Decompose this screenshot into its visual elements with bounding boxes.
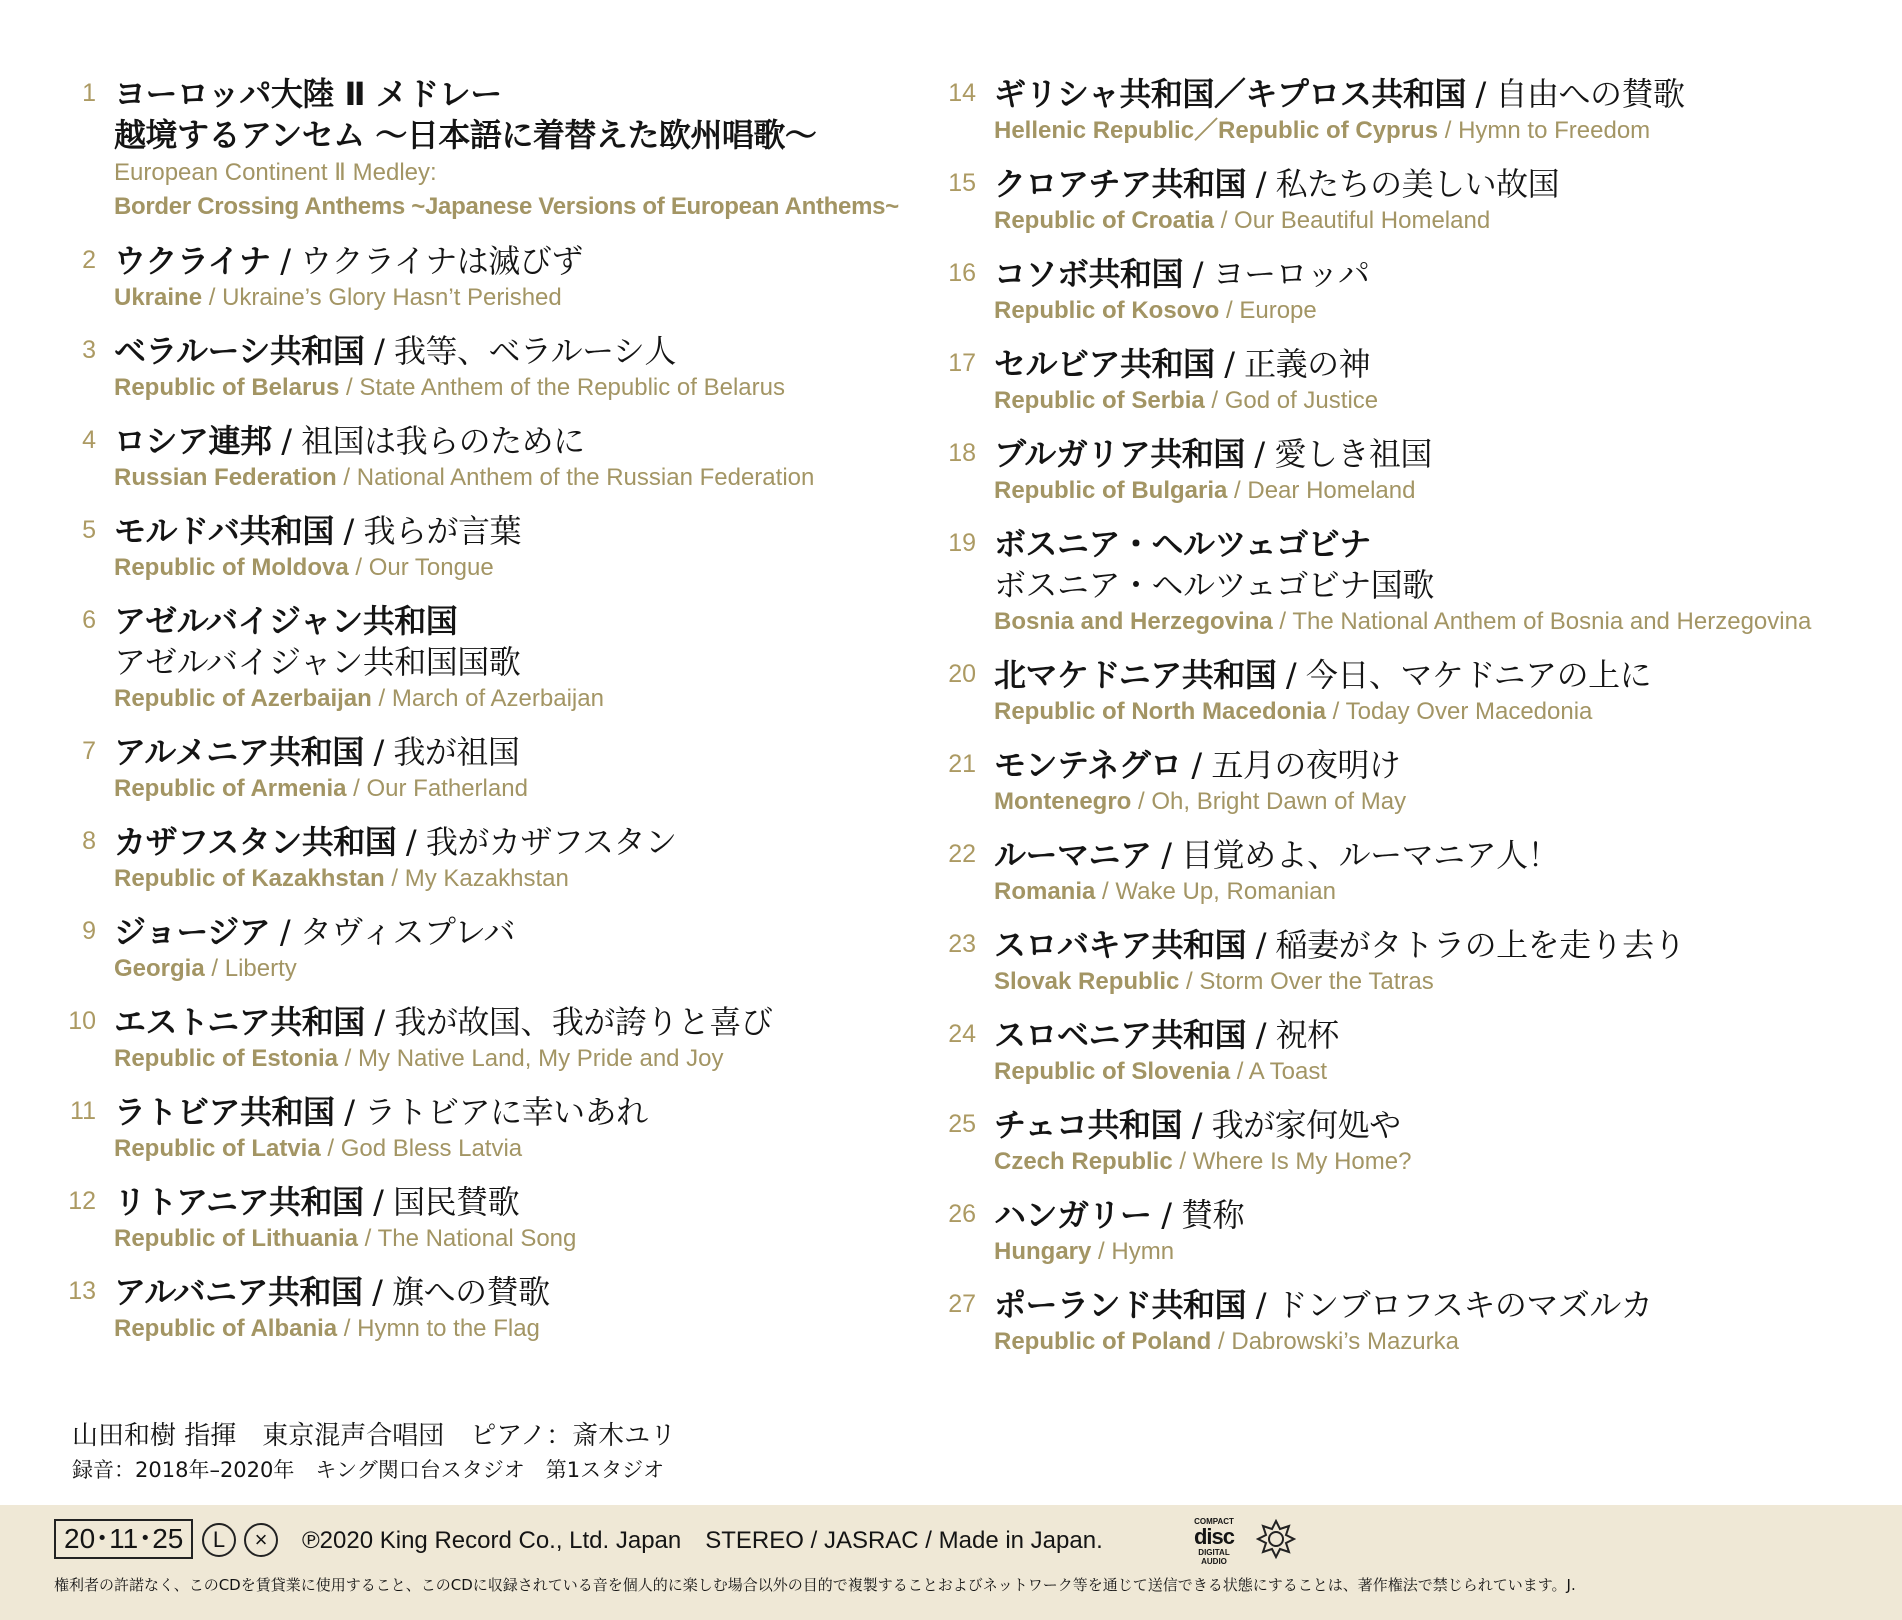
anthem-title-jp: ヨーロッパ xyxy=(1212,255,1370,293)
track-title-en-line xyxy=(114,1223,922,1255)
track-title-en-line xyxy=(994,876,1892,908)
country-name-en: Republic of Belarus xyxy=(114,374,340,401)
anthem-title-en: Europe xyxy=(1239,297,1317,324)
country-name-en: Ukraine xyxy=(114,284,203,311)
anthem-title-jp: 我等、ベラルーシ人 xyxy=(394,332,676,370)
track-title-jp: 越境するアンセム ～日本語に着替えた欧州唱歌～ xyxy=(114,116,817,154)
country-name-jp: モンテネグロ xyxy=(994,746,1182,784)
country-name-en: Republic of Lithuania xyxy=(114,1225,358,1252)
track-title-en-line xyxy=(994,1236,1892,1268)
country-name-en: Russian Federation xyxy=(114,464,337,491)
country-name-jp: アルバニア共和国 xyxy=(114,1273,363,1311)
track-title-jp-line xyxy=(114,1272,922,1313)
track-item xyxy=(942,655,1892,728)
track-title-jp-line xyxy=(114,1182,922,1223)
country-name-jp: リトアニア共和国 xyxy=(114,1183,364,1221)
title-separator: / xyxy=(1465,75,1496,113)
title-separator: / xyxy=(1246,926,1276,964)
track-item xyxy=(62,511,922,584)
track-title-jp-line xyxy=(114,822,922,863)
king-records-logo-icon xyxy=(1256,1519,1296,1559)
track-number: 9 xyxy=(82,917,96,945)
track-number: 1 xyxy=(82,79,96,107)
anthem-title-en: My Native Land, My Pride and Joy xyxy=(358,1045,724,1072)
title-separator: / xyxy=(271,422,302,460)
country-name-en: Republic of Latvia xyxy=(114,1135,321,1162)
title-separator: / xyxy=(1179,968,1200,995)
title-separator: / xyxy=(270,913,300,951)
title-separator: / xyxy=(1246,1016,1276,1054)
track-title-jp-line xyxy=(994,745,1892,786)
country-name-jp: ブルガリア共和国 xyxy=(994,435,1245,473)
track-item xyxy=(62,1092,922,1165)
cd-logo-main-text: disc xyxy=(1193,1524,1235,1549)
track-number: 24 xyxy=(948,1020,976,1048)
country-name-jp: スロバキア共和国 xyxy=(994,926,1247,964)
title-separator: / xyxy=(339,374,360,401)
track-title-jp-line xyxy=(994,74,1892,115)
track-item xyxy=(942,1105,1892,1178)
country-name-jp: ジョージア xyxy=(114,913,271,951)
title-separator: / xyxy=(363,733,394,771)
track-title-jp-line xyxy=(994,835,1892,876)
anthem-title-jp: ウクライナは滅びず xyxy=(300,242,583,280)
track-title-jp: ヨーロッパ大陸 Ⅱ メドレー xyxy=(114,75,502,113)
track-title-jp-line xyxy=(994,1195,1892,1236)
track-item xyxy=(942,745,1892,818)
anthem-title-en: Liberty xyxy=(224,955,297,982)
track-item xyxy=(942,74,1892,147)
country-name-jp: カザフスタン共和国 xyxy=(114,823,397,861)
track-title-en-line xyxy=(114,372,922,404)
anthem-title-jp: 目覚めよ、ルーマニア人！ xyxy=(1181,836,1560,874)
title-separator: / xyxy=(270,242,301,280)
track-title-en-line xyxy=(114,953,922,985)
track-item xyxy=(942,524,1892,638)
track-title-jp-line xyxy=(994,434,1892,475)
anthem-title-en: Where Is My Home? xyxy=(1192,1148,1412,1175)
track-number: 14 xyxy=(948,79,976,107)
track-number: 27 xyxy=(948,1290,976,1318)
title-separator: / xyxy=(362,1273,393,1311)
title-separator: / xyxy=(363,1183,394,1221)
country-name-jp: アルメニア共和国 xyxy=(114,733,364,771)
track-item xyxy=(942,925,1892,998)
country-name-en: Republic of Kosovo xyxy=(994,297,1220,324)
track-title-en-line xyxy=(994,385,1892,417)
anthem-title-jp: 愛しき祖国 xyxy=(1274,435,1432,473)
track-item xyxy=(942,344,1892,417)
track-title-jp-line xyxy=(114,601,922,642)
track-title-jp-line xyxy=(994,925,1892,966)
country-name-en: Republic of Albania xyxy=(114,1315,338,1342)
track-item xyxy=(942,1015,1892,1088)
track-title-jp-line xyxy=(114,421,922,462)
track-item xyxy=(942,254,1892,327)
cd-logo-top-text: COMPACT xyxy=(1194,1517,1234,1526)
anthem-title-en: National Anthem of the Russian Federation xyxy=(356,464,815,491)
title-separator: / xyxy=(371,685,392,712)
country-name-en: Republic of Bulgaria xyxy=(994,477,1228,504)
country-name-jp: ギリシャ共和国／キプロス共和国 xyxy=(994,75,1466,113)
country-name-en: Republic of Armenia xyxy=(114,775,347,802)
track-title-jp-line xyxy=(994,1105,1892,1146)
track-title-en-line xyxy=(114,683,922,715)
track-item xyxy=(62,241,922,314)
anthem-title-jp: 旗への賛歌 xyxy=(392,1273,550,1311)
track-item xyxy=(942,835,1892,908)
track-number: 11 xyxy=(70,1097,96,1125)
track-title-en-line xyxy=(114,552,922,584)
track-item xyxy=(62,74,922,224)
track-item xyxy=(62,1272,922,1345)
track-title-en-line xyxy=(994,295,1892,327)
cd-logo-bottom-text: DIGITAL AUDIO xyxy=(1198,1548,1230,1566)
rental-prohibited-x-mark: × xyxy=(244,1523,278,1557)
track-item xyxy=(62,732,922,805)
title-separator: / xyxy=(396,823,426,861)
country-name-jp: ベラルーシ共和国 xyxy=(114,332,365,370)
track-title-jp-line xyxy=(114,331,922,372)
track-number: 23 xyxy=(948,930,976,958)
anthem-title-en: Our Fatherland xyxy=(366,775,528,802)
footer-band xyxy=(0,1505,1902,1620)
track-item xyxy=(62,421,922,494)
track-item xyxy=(942,1195,1892,1268)
anthem-title-en: Ukraine’s Glory Hasn’t Perished xyxy=(222,284,562,311)
legal-notice: 権利者の許諾なく、このCDを賃貸業に使用すること、このCDに収録されている音を個人的に楽しむ場合以外の目的で複製することおよびネットワーク等を通じて送信できる状態にすることは、著作権法で禁じられています。J. xyxy=(54,1576,1576,1594)
title-separator: / xyxy=(338,1045,359,1072)
copyright-line: ℗2020 King Record Co., Ltd. Japan STEREO / JASRAC / Made in Japan. xyxy=(302,1527,1103,1554)
track-number: 10 xyxy=(68,1007,96,1035)
track-number: 12 xyxy=(68,1187,96,1215)
title-separator: / xyxy=(1211,1328,1232,1355)
anthem-title-en: Hymn to Freedom xyxy=(1458,117,1651,144)
anthem-title-en: Storm Over the Tatras xyxy=(1199,968,1434,995)
anthem-title-en: Dabrowski’s Mazurka xyxy=(1231,1328,1459,1355)
track-title-jp-line xyxy=(994,254,1892,295)
anthem-title-jp: 我が祖国 xyxy=(393,733,520,771)
country-name-jp: ウクライナ xyxy=(114,242,271,280)
title-separator: / xyxy=(1214,207,1235,234)
track-number: 16 xyxy=(948,259,976,287)
country-name-en: Romania xyxy=(994,878,1096,905)
title-separator: / xyxy=(1246,165,1276,203)
anthem-title-jp: ボスニア・ヘルツェゴビナ国歌 xyxy=(994,566,1434,604)
anthem-title-en: God of Justice xyxy=(1224,387,1379,414)
rental-prohibited-mark: L xyxy=(202,1523,236,1557)
track-title-en-line xyxy=(994,606,1892,638)
track-title-jp-line xyxy=(994,524,1892,565)
title-separator: / xyxy=(346,775,367,802)
title-separator: / xyxy=(1219,297,1240,324)
track-number: 21 xyxy=(948,750,976,778)
country-name-jp: 北マケドニア共和国 xyxy=(994,656,1277,694)
title-separator: / xyxy=(348,554,369,581)
track-subtitle-en: Border Crossing Anthems ~Japanese Versions of European Anthems~ xyxy=(114,193,899,220)
title-separator: / xyxy=(364,332,395,370)
anthem-title-en: State Anthem of the Republic of Belarus xyxy=(359,374,785,401)
anthem-title-en: God Bless Latvia xyxy=(340,1135,523,1162)
track-title-en-line xyxy=(994,1326,1892,1358)
title-separator: / xyxy=(1095,878,1116,905)
anthem-title-jp: 自由への賛歌 xyxy=(1495,75,1685,113)
track-title-en-line xyxy=(994,475,1892,507)
anthem-title-en: Today Over Macedonia xyxy=(1345,698,1593,725)
track-title-en-line xyxy=(114,863,922,895)
country-name-en: Republic of Kazakhstan xyxy=(114,865,385,892)
track-number: 2 xyxy=(82,246,96,274)
country-name-en: Montenegro xyxy=(994,788,1132,815)
anthem-title-jp: 我らが言葉 xyxy=(363,512,522,550)
track-title-en-line xyxy=(994,205,1892,237)
country-name-en: Republic of Estonia xyxy=(114,1045,339,1072)
anthem-title-en: Our Tongue xyxy=(368,554,494,581)
title-separator: / xyxy=(1272,608,1293,635)
track-title-jp-line xyxy=(994,344,1892,385)
track-title-en-line xyxy=(994,786,1892,818)
country-name-en: Hellenic Republic／Republic of Cyprus xyxy=(994,117,1439,144)
country-name-en: Republic of Azerbaijan xyxy=(114,685,372,712)
recording-credits: 録音：2018年–2020年 キング関口台スタジオ 第1スタジオ xyxy=(72,1458,665,1482)
title-separator: / xyxy=(1183,255,1213,293)
title-separator: / xyxy=(1091,1238,1112,1265)
country-name-jp: ルーマニア xyxy=(994,836,1152,874)
release-date-code: 20･11･25 xyxy=(54,1519,193,1559)
country-name-jp: ポーランド共和国 xyxy=(994,1286,1247,1324)
anthem-title-en: My Kazakhstan xyxy=(404,865,569,892)
track-number: 18 xyxy=(948,439,976,467)
country-name-en: Republic of Slovenia xyxy=(994,1058,1231,1085)
track-title-en-line xyxy=(114,1133,922,1165)
anthem-title-jp: 国民賛歌 xyxy=(393,1183,520,1221)
title-separator: / xyxy=(1181,746,1212,784)
country-name-en: Republic of Croatia xyxy=(994,207,1215,234)
anthem-title-jp: 我がカザフスタン xyxy=(425,823,677,861)
anthem-title-jp: 賛称 xyxy=(1181,1196,1245,1234)
country-name-en: Slovak Republic xyxy=(994,968,1180,995)
anthem-title-jp: 我が故国、我が誇りと喜び xyxy=(394,1003,773,1041)
track-number: 26 xyxy=(948,1200,976,1228)
anthem-title-jp: ラトビアに幸いあれ xyxy=(364,1093,648,1131)
track-number: 25 xyxy=(948,1110,976,1138)
anthem-title-jp: アゼルバイジャン共和国国歌 xyxy=(114,643,521,681)
track-number: 8 xyxy=(82,827,96,855)
track-title-jp-line xyxy=(994,164,1892,205)
country-name-jp: ロシア連邦 xyxy=(114,422,272,460)
track-item xyxy=(62,1182,922,1255)
title-separator: / xyxy=(1326,698,1346,725)
track-title-jp-line xyxy=(994,1285,1892,1326)
country-name-en: Republic of Poland xyxy=(994,1328,1212,1355)
title-separator: / xyxy=(320,1135,341,1162)
title-separator: / xyxy=(384,865,405,892)
track-item xyxy=(942,164,1892,237)
title-separator: / xyxy=(204,955,225,982)
track-title-en-line xyxy=(114,462,922,494)
track-title-en-line xyxy=(114,1043,922,1075)
track-title-jp-line xyxy=(114,1002,922,1043)
title-separator: / xyxy=(1276,656,1306,694)
track-number: 17 xyxy=(948,349,976,377)
title-separator: / xyxy=(1131,788,1152,815)
anthem-title-jp: 祝杯 xyxy=(1275,1016,1339,1054)
track-item xyxy=(62,912,922,985)
track-number: 22 xyxy=(948,840,976,868)
anthem-title-jp: 今日、マケドニアの上に xyxy=(1305,656,1652,694)
country-name-jp: モルドバ共和国 xyxy=(114,512,334,550)
track-title-en-line xyxy=(994,1146,1892,1178)
anthem-title-jp: 五月の夜明け xyxy=(1211,746,1401,784)
track-title-jp-line xyxy=(114,511,922,552)
anthem-title-en: Oh, Bright Dawn of May xyxy=(1151,788,1407,815)
anthem-title-jp: 稲妻がタトラの上を走り去り xyxy=(1275,926,1686,964)
country-name-jp: ラトビア共和国 xyxy=(114,1093,335,1131)
anthem-title-en: Wake Up, Romanian xyxy=(1115,878,1336,905)
title-separator: / xyxy=(334,1093,365,1131)
anthem-title-en: A Toast xyxy=(1248,1058,1328,1085)
track-number: 7 xyxy=(82,737,96,765)
track-item xyxy=(62,601,922,715)
anthem-title-jp: 私たちの美しい故国 xyxy=(1275,165,1560,203)
title-separator: / xyxy=(1246,1286,1276,1324)
track-title-en-line xyxy=(114,1313,922,1345)
title-separator: / xyxy=(1214,345,1245,383)
title-separator: / xyxy=(1227,477,1248,504)
track-item xyxy=(942,1285,1892,1358)
anthem-title-jp: タヴィスプレバ xyxy=(299,913,515,951)
credits xyxy=(72,1418,676,1486)
anthem-title-en: The National Song xyxy=(377,1225,577,1252)
country-name-en: Republic of Serbia xyxy=(994,387,1205,414)
compact-disc-logo xyxy=(1186,1517,1242,1566)
track-number: 4 xyxy=(82,426,96,454)
track-title-en-line xyxy=(994,115,1892,147)
track-title-jp-line xyxy=(114,1092,922,1133)
track-title-en-line xyxy=(114,282,922,314)
country-name-en: Republic of Moldova xyxy=(114,554,349,581)
country-name-jp: チェコ共和国 xyxy=(994,1106,1183,1144)
country-name-jp: スロベニア共和国 xyxy=(994,1016,1247,1054)
track-number: 6 xyxy=(82,606,96,634)
title-separator: / xyxy=(1172,1148,1193,1175)
country-name-jp: エストニア共和国 xyxy=(114,1003,365,1041)
track-item xyxy=(62,331,922,404)
title-separator: / xyxy=(202,284,223,311)
title-separator: / xyxy=(358,1225,378,1252)
title-separator: / xyxy=(1151,1196,1182,1234)
track-title-en-line xyxy=(994,966,1892,998)
title-separator: / xyxy=(333,512,364,550)
performer-credits: 山田和樹 指揮 東京混声合唱団 ピアノ：斎木ユリ xyxy=(72,1421,677,1451)
track-title-en-line xyxy=(114,773,922,805)
track-title-jp-line xyxy=(994,655,1892,696)
anthem-title-jp: 正義の神 xyxy=(1244,345,1371,383)
country-name-en: Czech Republic xyxy=(994,1148,1173,1175)
title-separator: / xyxy=(1438,117,1459,144)
track-title-jp-line xyxy=(994,1015,1892,1056)
country-name-en: Georgia xyxy=(114,955,205,982)
track-title-en-line xyxy=(994,1056,1892,1088)
tracklist-right-column xyxy=(942,74,1892,1375)
anthem-title-en: Dear Homeland xyxy=(1247,477,1416,504)
track-number: 5 xyxy=(82,516,96,544)
country-name-jp: クロアチア共和国 xyxy=(994,165,1247,203)
title-separator: / xyxy=(364,1003,395,1041)
country-name-jp: ボスニア・ヘルツェゴビナ xyxy=(994,525,1371,563)
anthem-title-jp: ドンブロフスキのマズルカ xyxy=(1275,1286,1653,1324)
track-number: 19 xyxy=(948,529,976,557)
anthem-title-en: The National Anthem of Bosnia and Herzegovina xyxy=(1292,608,1812,635)
country-name-jp: コソボ共和国 xyxy=(994,255,1184,293)
title-separator: / xyxy=(337,1315,358,1342)
track-item xyxy=(942,434,1892,507)
anthem-title-jp: 祖国は我らのために xyxy=(301,422,585,460)
anthem-title-en: Our Beautiful Homeland xyxy=(1234,207,1491,234)
anthem-title-en: Hymn to the Flag xyxy=(357,1315,540,1342)
track-number: 15 xyxy=(948,169,976,197)
track-title-en: European Continent Ⅱ Medley: xyxy=(114,159,437,186)
tracklist-left-column xyxy=(62,74,922,1362)
anthem-title-en: Hymn xyxy=(1111,1238,1175,1265)
track-item xyxy=(62,1002,922,1075)
country-name-en: Hungary xyxy=(994,1238,1092,1265)
track-number: 13 xyxy=(68,1277,96,1305)
country-name-jp: アゼルバイジャン共和国 xyxy=(114,602,458,640)
track-title-jp-line xyxy=(114,912,922,953)
track-title-jp-line xyxy=(114,241,922,282)
anthem-title-jp: 我が家何処や xyxy=(1211,1106,1401,1144)
track-title-jp-line xyxy=(114,732,922,773)
country-name-jp: ハンガリー xyxy=(994,1196,1152,1234)
track-number: 3 xyxy=(82,336,96,364)
track-title-en-line xyxy=(994,696,1892,728)
title-separator: / xyxy=(336,464,357,491)
track-number: 20 xyxy=(948,660,976,688)
anthem-title-en: March of Azerbaijan xyxy=(391,685,604,712)
title-separator: / xyxy=(1151,836,1182,874)
title-separator: / xyxy=(1244,435,1275,473)
country-name-en: Bosnia and Herzegovina xyxy=(994,608,1273,635)
country-name-en: Republic of North Macedonia xyxy=(994,698,1327,725)
title-separator: / xyxy=(1204,387,1225,414)
title-separator: / xyxy=(1230,1058,1249,1085)
track-item xyxy=(62,822,922,895)
title-separator: / xyxy=(1182,1106,1212,1144)
country-name-jp: セルビア共和国 xyxy=(994,345,1215,383)
